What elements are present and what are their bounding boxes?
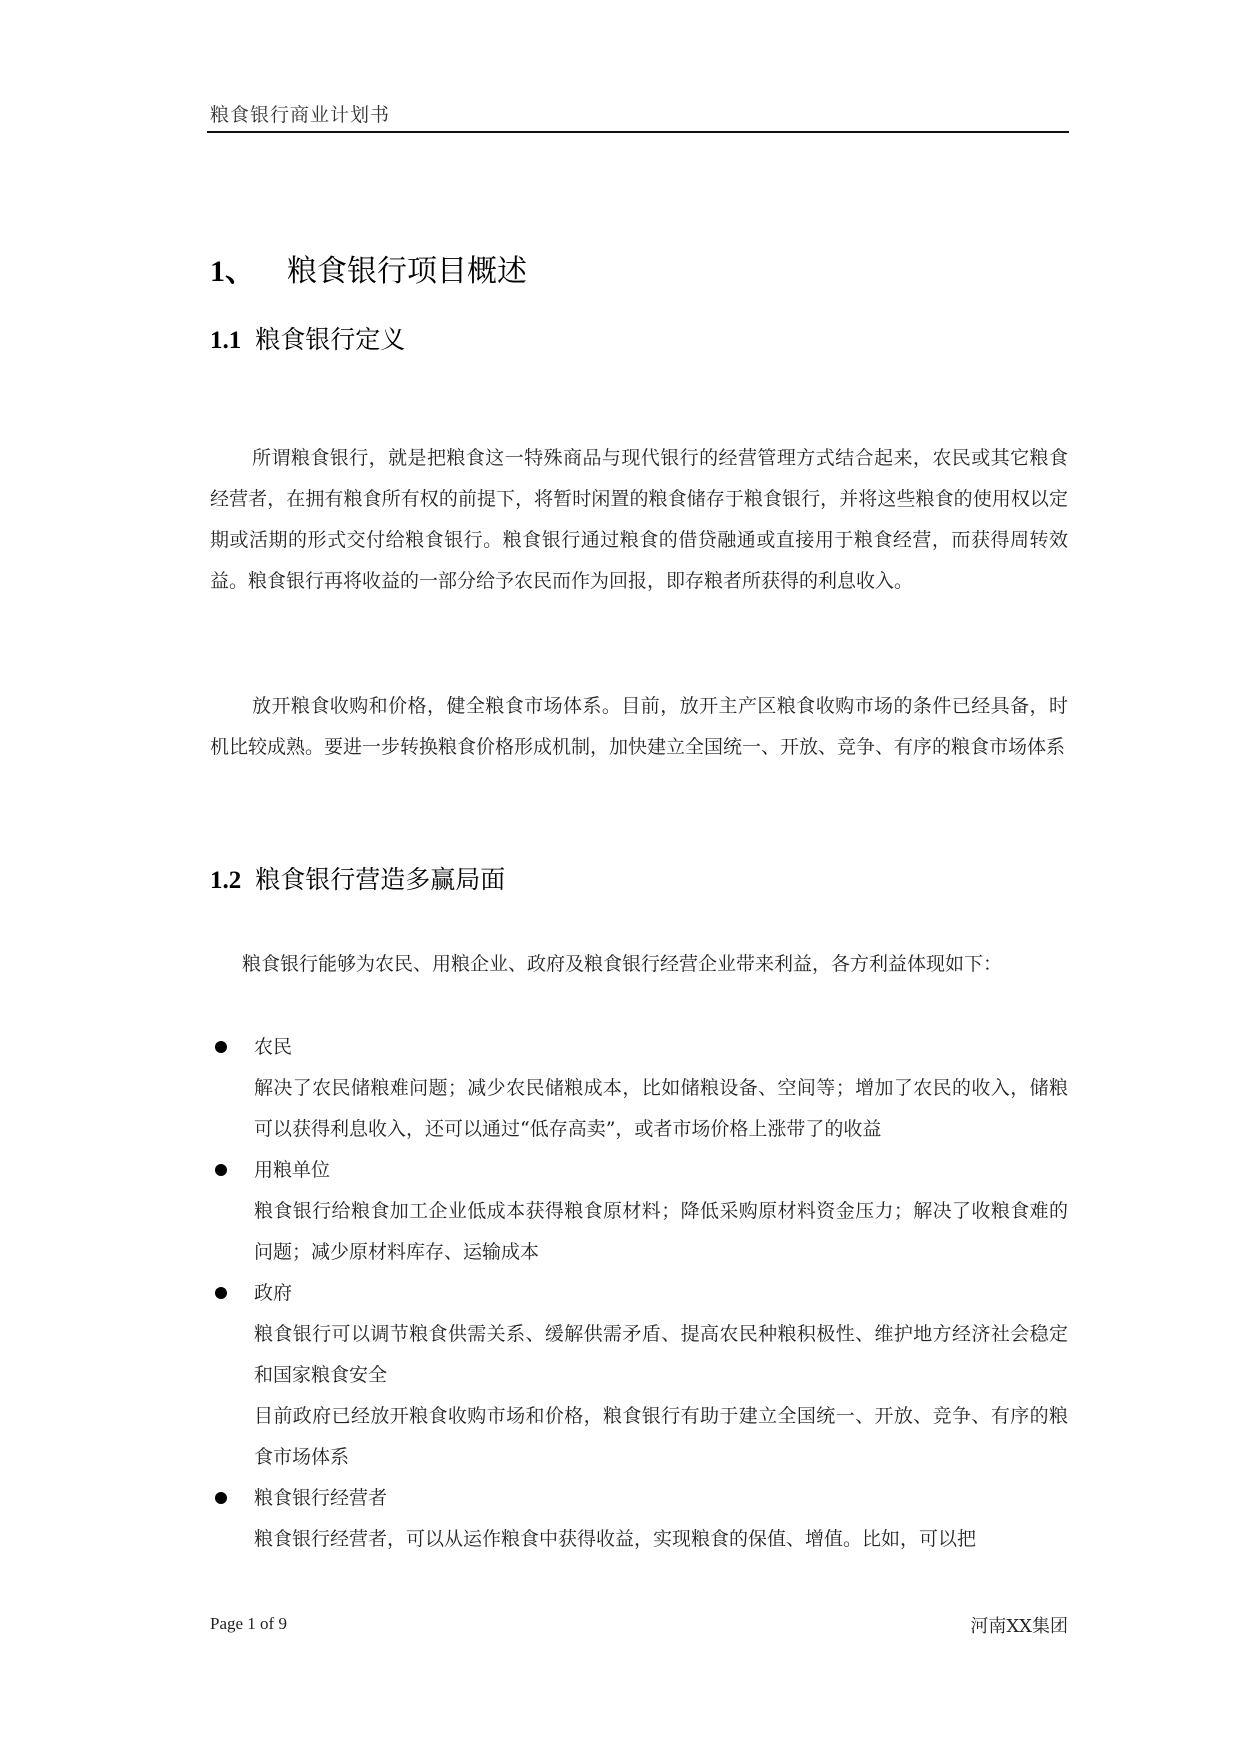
paragraph-market: 放开粮食收购和价格，健全粮食市场体系。目前，放开主产区粮食收购市场的条件已经具备，时机比较成熟。要进一步转换粮食价格形成机制，加快建立全国统一、开放、竞争、有序的粮食市场体系: [210, 695, 1068, 758]
section-title: 粮食银行项目概述: [287, 254, 527, 289]
list-item-text: 解决了农民储粮难问题；减少农民储粮成本，比如储粮设备、空间等；增加了农民的收入，储粮可以获得利息收入，还可以通过“低存高卖”，或者市场价格上涨带了的收益: [254, 1077, 1068, 1140]
list-item: [210, 1273, 1068, 1478]
list-item-title: 粮食银行经营者: [254, 1487, 388, 1509]
subsection-heading-1-2: [210, 860, 505, 896]
bullet-icon: [215, 1164, 227, 1176]
list-item-title: 政府: [254, 1282, 293, 1304]
list-item-text: 粮食银行给粮食加工企业低成本获得粮食原材料；降低采购原材料资金压力；解决了收粮食难的问题；减少原材料库存、运输成本: [254, 1200, 1068, 1263]
subsection-title: 粮食银行营造多赢局面: [255, 865, 506, 894]
list-item-text: 目前政府已经放开粮食收购市场和价格，粮食银行有助于建立全国统一、开放、竞争、有序的粮食市场体系: [254, 1405, 1068, 1468]
company-name: 河南XX集团: [970, 1616, 1068, 1637]
section-heading-1: [210, 246, 527, 290]
subsection-heading-1-1: [210, 320, 405, 356]
list-item-title: 用粮单位: [254, 1159, 331, 1181]
bullet-icon: [215, 1041, 227, 1053]
list-item: [210, 1478, 1068, 1560]
list-item: [210, 1150, 1068, 1273]
paragraph-definition: 所谓粮食银行，就是把粮食这一特殊商品与现代银行的经营管理方式结合起来，农民或其它粮食经营者，在拥有粮食所有权的前提下，将暂时闲置的粮食储存于粮食银行，并将这些粮食的使用权以定期或活期的形式交付给粮食银行。粮食银行通过粮食的借贷融通或直接用于粮食经营，而获得周转效益。粮食银行再将收益的一部分给予农民而作为回报，即存粮者所获得的利息收入。: [210, 447, 1068, 592]
header-divider: [207, 131, 1069, 133]
list-item: [210, 1027, 1068, 1150]
page-number: Page 1 of 9: [210, 1614, 287, 1633]
list-item-text: 粮食银行经营者，可以从运作粮食中获得收益，实现粮食的保值、增值。比如，可以把: [254, 1528, 977, 1550]
bullet-icon: [215, 1287, 227, 1299]
section-number: 1、: [210, 255, 255, 288]
subsection-number: 1.2: [210, 867, 242, 894]
bullet-icon: [215, 1492, 227, 1504]
running-header-title: 粮食银行商业计划书: [210, 104, 391, 126]
paragraph-intro: 粮食银行能够为农民、用粮企业、政府及粮食银行经营企业带来利益，各方利益体现如下：: [242, 953, 1003, 975]
benefit-list: [210, 1027, 1068, 1560]
subsection-title: 粮食银行定义: [255, 325, 406, 354]
list-item-title: 农民: [254, 1036, 293, 1058]
list-item-text: 粮食银行可以调节粮食供需关系、缓解供需矛盾、提高农民种粮积极性、维护地方经济社会稳定和国家粮食安全: [254, 1323, 1068, 1386]
subsection-number: 1.1: [210, 327, 242, 354]
